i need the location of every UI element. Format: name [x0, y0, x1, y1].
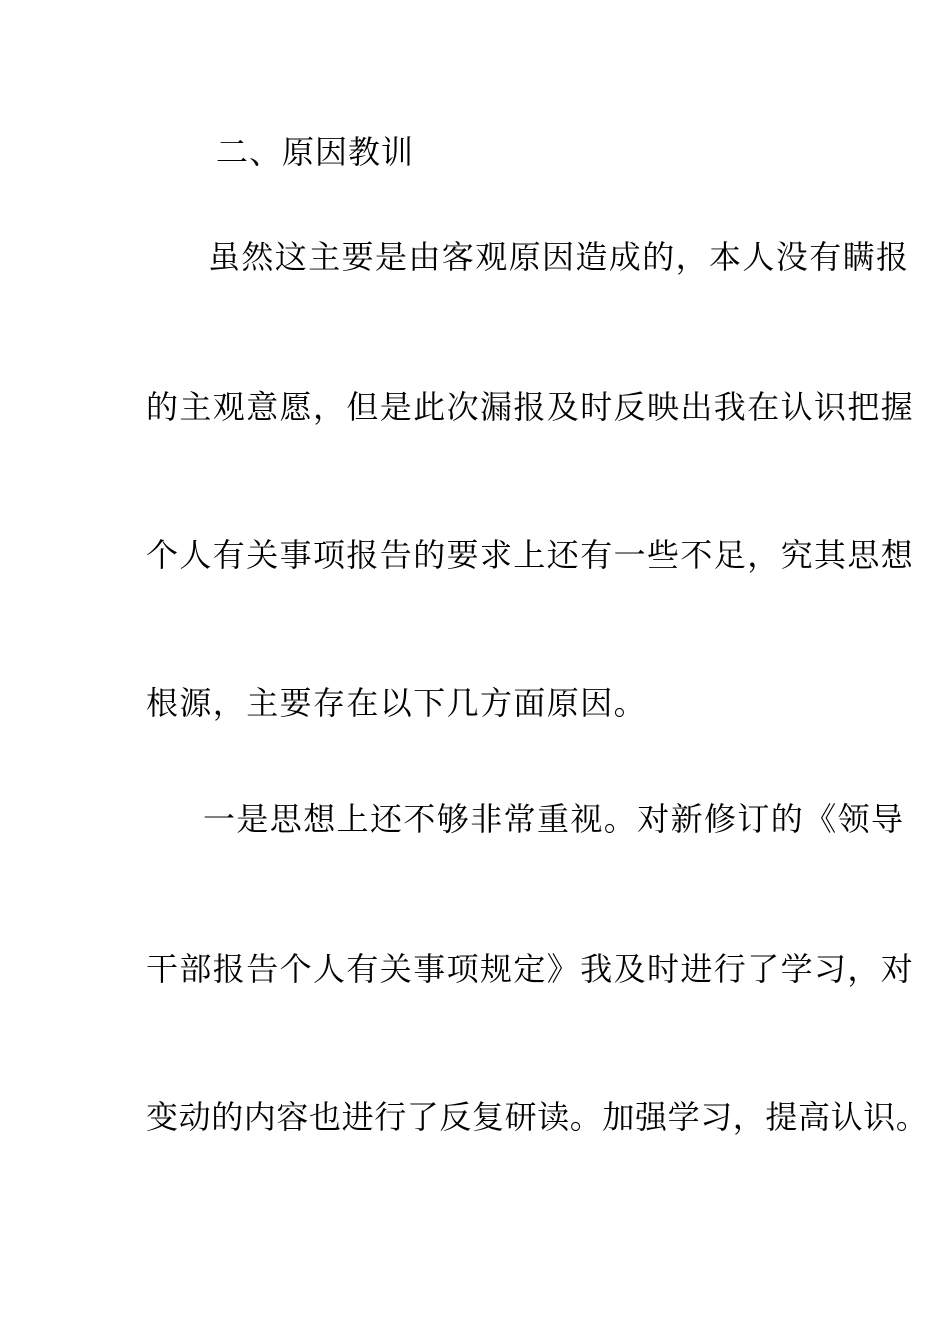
- paragraph-line-5: 一是思想上还不够非常重视。对新修订的《领导: [203, 800, 905, 838]
- paragraph-line-6: 干部报告个人有关事项规定》我及时进行了学习，对: [146, 950, 915, 988]
- paragraph-line-2: 的主观意愿，但是此次漏报及时反映出我在认识把握: [146, 388, 915, 426]
- paragraph-line-7: 变动的内容也进行了反复研读。加强学习，提高认识。: [146, 1098, 929, 1136]
- paragraph-line-3: 个人有关事项报告的要求上还有一些不足，究其思想: [146, 536, 915, 574]
- paragraph-line-4: 根源，主要存在以下几方面原因。: [146, 684, 648, 722]
- paragraph-line-1: 虽然这主要是由客观原因造成的，本人没有瞒报: [208, 238, 910, 276]
- section-heading: 二、原因教训: [216, 133, 415, 171]
